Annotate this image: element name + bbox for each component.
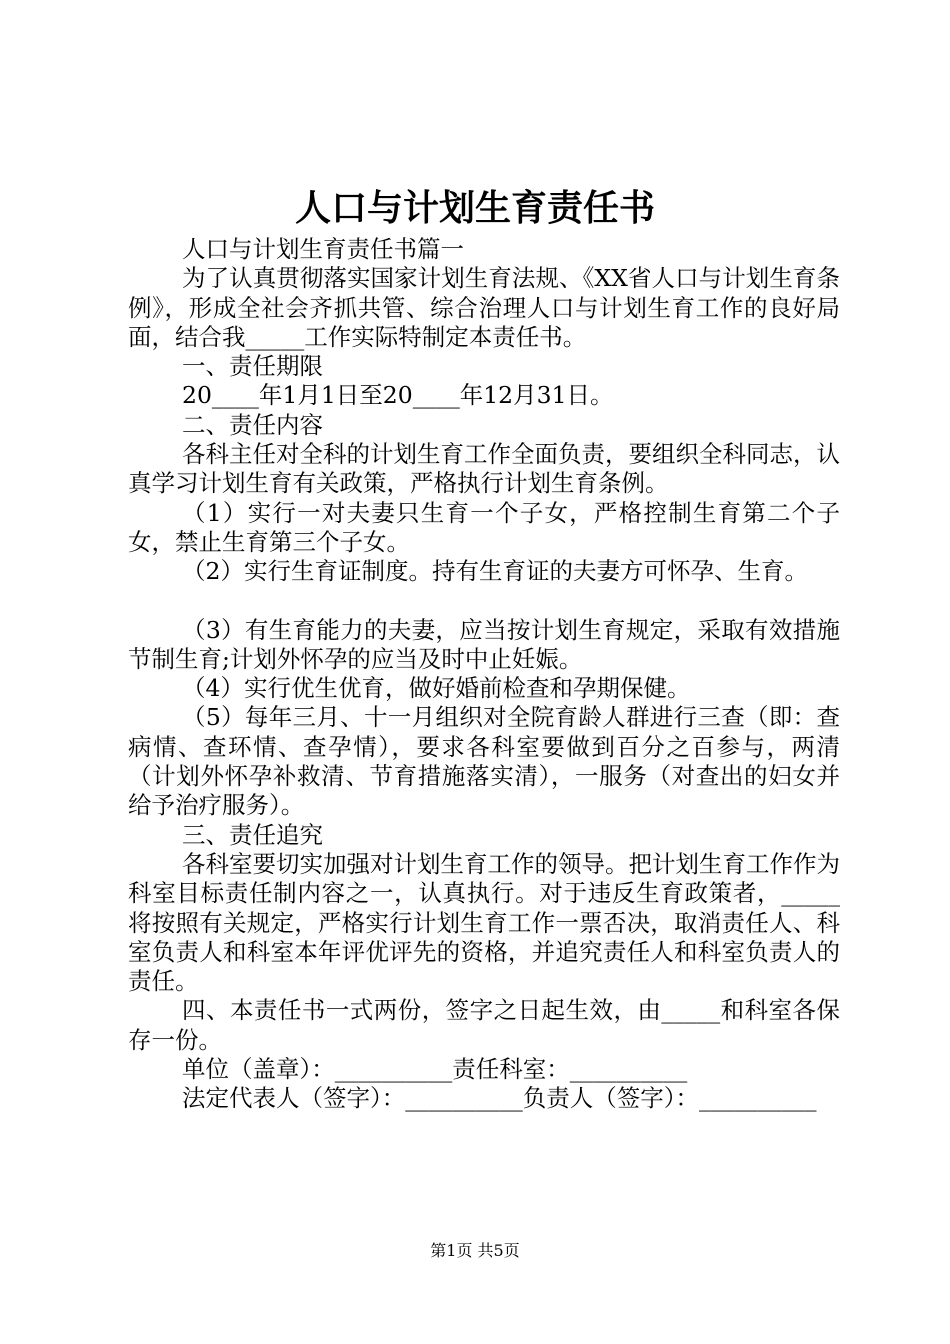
list-item: （2）实行生育证制度。持有生育证的夫妻方可怀孕、生育。 xyxy=(182,557,808,586)
section-heading: 一、责任期限 xyxy=(182,352,323,381)
list-item: （5）每年三月、十一月组织对全院育龄人群进行三查（即：查病情、查环情、查孕情），要求各科室要做到百分之百参与，两清（计划外怀孕补救清、节育措施落实清），一服务（对查出的妇女并给予治疗服务）。 xyxy=(128,703,840,820)
paragraph: 四、本责任书一式两份，签字之日起生效，由_____和科室各保存一份。 xyxy=(128,996,840,1054)
list-item: （1）实行一对夫妻只生育一个子女，严格控制生育第二个子女，禁止生育第三个子女。 xyxy=(128,498,840,556)
section-heading: 三、责任追究 xyxy=(182,820,323,849)
paragraph: 20____年1月1日至20____年12月31日。 xyxy=(182,381,614,410)
paragraph: 各科室要切实加强对计划生育工作的领导。把计划生育工作作为科室目标责任制内容之一，认真执行。对于违反生育政策者，_____将按照有关规定，严格实行计划生育工作一票否决，取消责任人、科室负责人和科室本年评优评先的资格，并追究责任人和科室负责人的责任。 xyxy=(128,849,840,996)
paragraph: 各科主任对全科的计划生育工作全面负责，要组织全科同志，认真学习计划生育有关政策，严格执行计划生育条例。 xyxy=(128,440,840,498)
signature-line: 法定代表人（签字）：__________负责人（签字）：__________ xyxy=(182,1084,817,1113)
list-item: （4）实行优生优育，做好婚前检查和孕期保健。 xyxy=(182,674,691,703)
list-item: （3）有生育能力的夫妻，应当按计划生育规定，采取有效措施节制生育;计划外怀孕的应当及时中止妊娠。 xyxy=(128,615,840,673)
section-heading: 人口与计划生育责任书篇一 xyxy=(182,235,464,263)
paragraph: 为了认真贯彻落实国家计划生育法规、《XX省人口与计划生育条例》，形成全社会齐抓共管、综合治理人口与计划生育工作的良好局面，结合我_____工作实际特制定本责任书。 xyxy=(128,264,840,351)
document-title: 人口与计划生育责任书 xyxy=(294,187,655,229)
document-body xyxy=(128,235,840,1114)
signature-line: 单位（盖章）：__________责任科室：__________ xyxy=(182,1055,688,1084)
paragraph-gap xyxy=(128,587,840,616)
section-heading: 二、责任内容 xyxy=(182,410,323,439)
page-footer: 第1页 共5页 xyxy=(430,1241,520,1260)
